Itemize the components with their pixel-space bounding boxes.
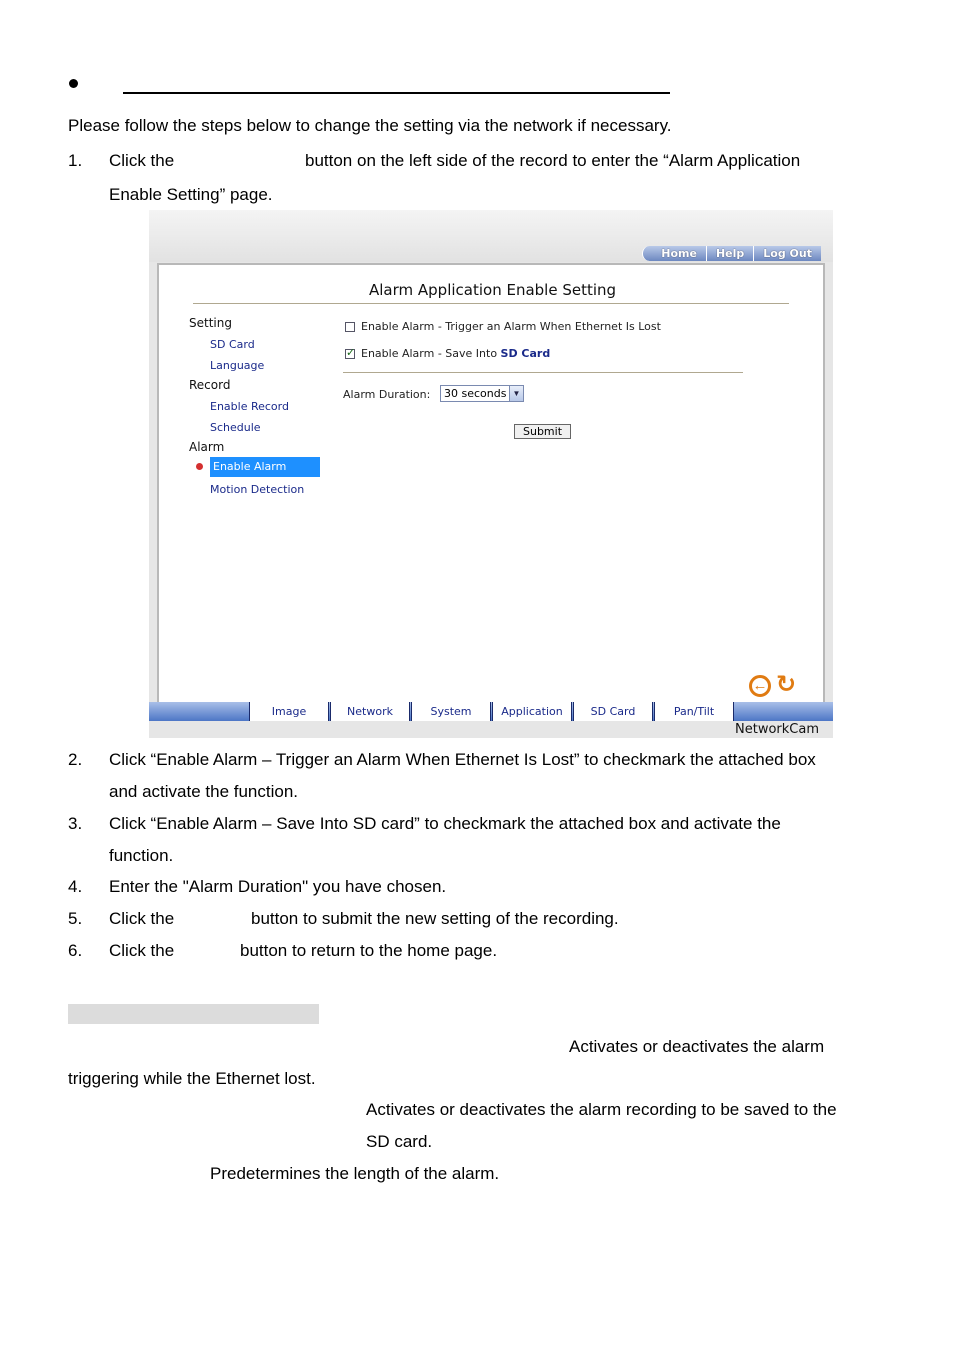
tab-application[interactable]: Application [492,702,572,721]
submit-button[interactable]: Submit [514,424,571,439]
active-marker-icon [196,463,203,470]
back-arrow-icon[interactable]: ← [749,675,771,697]
step-number: 1. [68,151,83,170]
sidebar-heading-alarm: Alarm [189,440,225,454]
nav-home-button[interactable]: Home [642,246,706,261]
step-text: Click “Enable Alarm – Trigger an Alarm When Ethernet Is Lost” to checkmark the attached box [109,750,816,769]
step-text: Enter the "Alarm Duration" you have chosen. [109,877,447,896]
sidebar-item-enable-record[interactable]: Enable Record [210,400,289,413]
description-text: triggering while the Ethernet lost. [68,1069,316,1088]
sidebar-heading-setting: Setting [189,316,232,330]
step-text: Click the [109,151,175,170]
refresh-icon[interactable]: ↻ [776,671,797,698]
tab-image[interactable]: Image [249,702,329,721]
step-number: 6. [68,941,83,960]
description-text: Activates or deactivates the alarm recording to be saved to the [366,1100,837,1119]
step-text: button to submit the new setting of the recording. [251,909,619,928]
alarm-duration-select[interactable] [440,385,524,402]
sd-alarm-label: Enable Alarm - Save Into [361,347,501,360]
heading-underline [123,92,670,94]
step-text: button on the left side of the record to enter the “Alarm Application [305,151,801,170]
step-text: Click the [109,941,175,960]
alarm-duration-value: 30 seconds [444,387,507,400]
nav-logout-button[interactable]: Log Out [753,246,821,261]
sidebar-item-sd-card[interactable]: SD Card [210,338,255,351]
tab-sd-card[interactable]: SD Card [573,702,653,721]
bottom-tab-bar [149,702,833,721]
sd-alarm-option[interactable] [345,347,550,360]
intro-text: Please follow the steps below to change the setting via the network if necessary. [68,116,672,135]
step-number: 2. [68,750,83,769]
bullet-icon [69,79,78,88]
step-text: button to return to the home page. [240,941,498,960]
brand-label: NetworkCam [735,722,819,737]
sidebar-heading-record: Record [189,378,231,392]
sidebar-item-enable-alarm[interactable]: Enable Alarm [210,457,320,477]
alarm-duration-label: Alarm Duration: [343,388,431,401]
sidebar-item-motion-detection[interactable]: Motion Detection [210,483,305,496]
sd-alarm-checkbox[interactable] [345,349,355,359]
description-text: SD card. [366,1132,433,1151]
step-text: and activate the function. [109,782,299,801]
tab-network[interactable]: Network [330,702,410,721]
content-panel [157,263,825,708]
ethernet-alarm-label: Enable Alarm - Trigger an Alarm When Ethernet Is Lost [361,320,661,333]
ethernet-alarm-option[interactable] [345,320,661,333]
step-text: Enable Setting” page. [109,185,273,204]
step-number: 5. [68,909,83,928]
description-text: Predetermines the length of the alarm. [210,1164,500,1183]
step-number: 4. [68,877,83,896]
step-number: 3. [68,814,83,833]
divider [343,372,743,373]
step-text: Click the [109,909,175,928]
step-text: Click “Enable Alarm – Save Into SD card” to checkmark the attached box and activate the [109,814,781,833]
ethernet-alarm-checkbox[interactable] [345,322,355,332]
tab-system[interactable]: System [411,702,491,721]
app-screenshot [149,210,833,738]
section-heading-bar [68,1004,319,1024]
chevron-down-icon[interactable]: ▼ [509,386,523,401]
description-text: Activates or deactivates the alarm [569,1037,825,1056]
sidebar-item-schedule[interactable]: Schedule [210,421,261,434]
sidebar-item-language[interactable]: Language [210,359,265,372]
nav-help-button[interactable]: Help [706,246,753,261]
step-text: function. [109,846,174,865]
divider [193,303,789,304]
tab-list [249,702,735,721]
page-title: Alarm Application Enable Setting [369,281,617,299]
tab-pan-tilt[interactable]: Pan/Tilt [654,702,734,721]
sd-alarm-label-bold: SD Card [500,347,551,360]
top-nav [642,246,821,262]
